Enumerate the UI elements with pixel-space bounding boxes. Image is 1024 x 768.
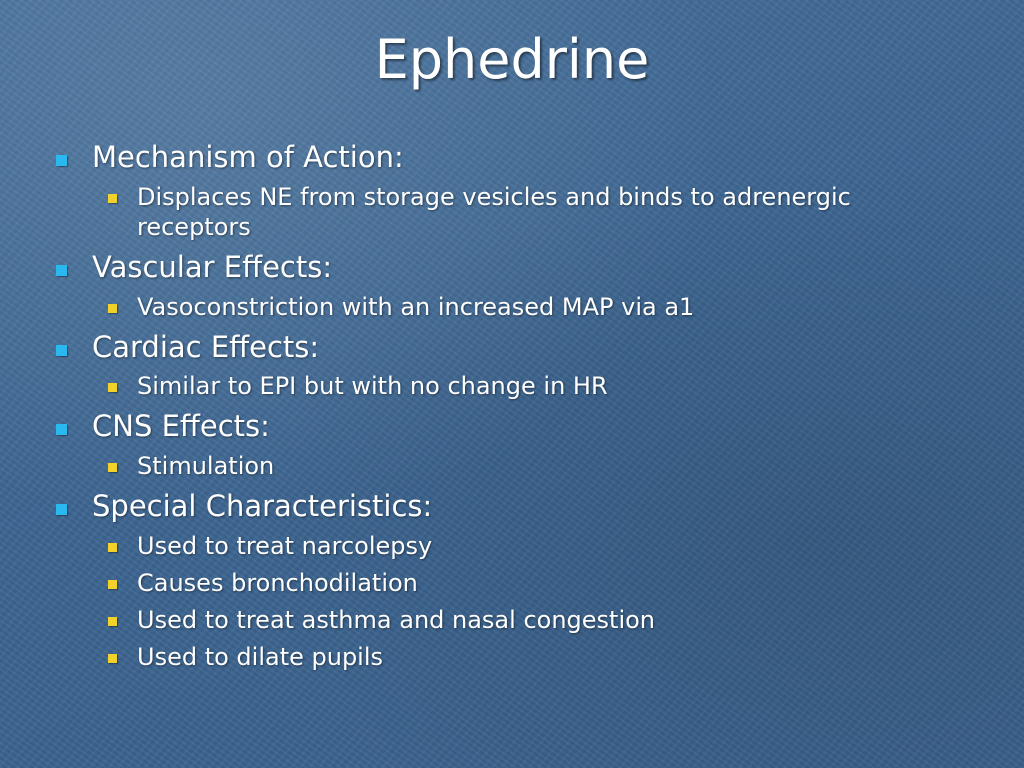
sub-bullet-text: Vasoconstriction with an increased MAP via a1: [137, 292, 695, 321]
section-heading-text: Cardiac Effects:: [92, 329, 320, 364]
section-heading: [52, 140, 952, 175]
bullet-list: [52, 140, 952, 672]
sub-bullet: [52, 451, 907, 481]
section-heading-text: Vascular Effects:: [92, 249, 333, 284]
section-heading-text: CNS Effects:: [92, 409, 270, 444]
square-bullet-icon: [108, 463, 117, 472]
section-heading: [52, 250, 952, 285]
square-bullet-icon: [108, 194, 117, 203]
sub-bullet-text: Used to treat asthma and nasal congestion: [137, 605, 656, 634]
sub-bullet-text: Used to dilate pupils: [137, 642, 384, 671]
square-bullet-icon: [56, 155, 67, 166]
section-heading: [52, 330, 952, 365]
sub-bullet: [52, 371, 907, 401]
square-bullet-icon: [108, 580, 117, 589]
square-bullet-icon: [108, 304, 117, 313]
sub-bullet-text: Stimulation: [137, 452, 275, 481]
sub-bullet: [52, 605, 907, 635]
sub-bullet: [52, 642, 907, 672]
sub-bullet-text: Displaces NE from storage vesicles and binds to adrenergic receptors: [137, 182, 851, 241]
square-bullet-icon: [108, 617, 117, 626]
slide-title: Ephedrine: [374, 28, 650, 91]
section-heading-text: Special Characteristics:: [92, 489, 433, 524]
square-bullet-icon: [56, 504, 67, 515]
sub-bullet: [52, 568, 907, 598]
square-bullet-icon: [56, 265, 67, 276]
sub-bullet: [52, 182, 907, 242]
square-bullet-icon: [108, 543, 117, 552]
section-heading: [52, 489, 952, 524]
sub-bullet-text: Used to treat narcolepsy: [137, 531, 433, 560]
sub-bullet-text: Causes bronchodilation: [137, 568, 418, 597]
square-bullet-icon: [56, 345, 67, 356]
sub-bullet-text: Similar to EPI but with no change in HR: [137, 372, 608, 401]
square-bullet-icon: [108, 654, 117, 663]
section-heading: [52, 409, 952, 444]
section-heading-text: Mechanism of Action:: [92, 140, 404, 174]
square-bullet-icon: [56, 424, 67, 435]
sub-bullet: [52, 292, 907, 322]
square-bullet-icon: [108, 383, 117, 392]
sub-bullet: [52, 531, 907, 561]
